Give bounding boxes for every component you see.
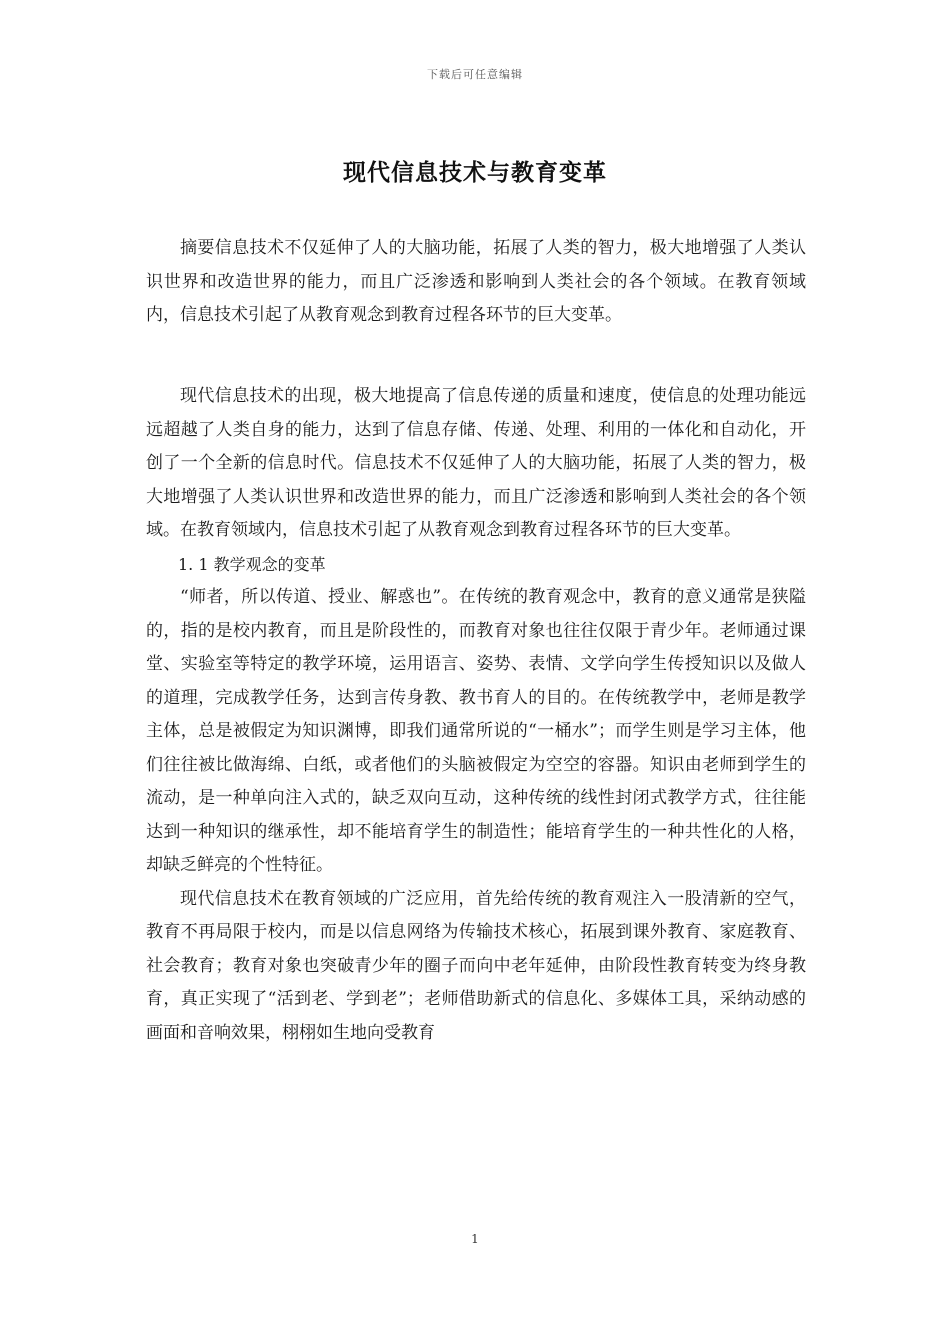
document-title: 现代信息技术与教育变革 xyxy=(343,160,607,186)
main-body xyxy=(146,380,806,1050)
abstract-paragraph: 摘要信息技术不仅延伸了人的大脑功能，拓展了人类的智力，极大地增强了人类认识世界和改造世界的能力，而且广泛渗透和影响到人类社会的各个领域。在教育领域内，信息技术引起了从教育观念到教育过程各环节的巨大变革。 xyxy=(146,238,806,325)
body-paragraph-1: 现代信息技术的出现，极大地提高了信息传递的质量和速度，使信息的处理功能远远超越了人类自身的能力，达到了信息存储、传递、处理、利用的一体化和自动化，开创了一个全新的信息时代。信息技术不仅延伸了人的大脑功能，拓展了人类的智力，极大地增强了人类认识世界和改造世界的能力，而且广泛渗透和影响到人类社会的各个领域。在教育领域内，信息技术引起了从教育观念到教育过程各环节的巨大变革。 xyxy=(146,386,806,540)
header-note: 下载后可任意编辑 xyxy=(427,68,523,81)
body-paragraph-2: “师者，所以传道、授业、解惑也”。在传统的教育观念中，教育的意义通常是狭隘的，指的是校内教育，而且是阶段性的，而教育对象也往往仅限于青少年。老师通过课堂、实验室等特定的教学环境，运用语言、姿势、表情、文学向学生传授知识以及做人的道理，完成教学任务，达到言传身教、教书育人的目的。在传统教学中，老师是教学主体，总是被假定为知识渊博，即我们通常所说的“一桶水”；而学生则是学习主体，他们往往被比做海绵、白纸，或者他们的头脑被假定为空空的容器。知识由老师到学生的流动，是一种单向注入式的，缺乏双向互动，这种传统的线性封闭式教学方式，往往能达到一种知识的继承性，却不能培育学生的制造性；能培育学生的一种共性化的人格，却缺乏鲜亮的个性特征。 xyxy=(146,587,806,875)
section-heading: 1. 1 教学观念的变革 xyxy=(178,554,326,574)
page-number: 1 xyxy=(471,1232,479,1246)
body-paragraph-3: 现代信息技术在教育领域的广泛应用，首先给传统的教育观注入一股清新的空气，教育不再局限于校内，而是以信息网络为传输技术核心，拓展到课外教育、家庭教育、社会教育；教育对象也突破青少年的圈子而向中老年延伸，由阶段性教育转变为终身教育，真正实现了“活到老、学到老”；老师借助新式的信息化、多媒体工具，采纳动感的画面和音响效果，栩栩如生地向受教育 xyxy=(146,888,806,1043)
abstract-block xyxy=(146,232,806,333)
